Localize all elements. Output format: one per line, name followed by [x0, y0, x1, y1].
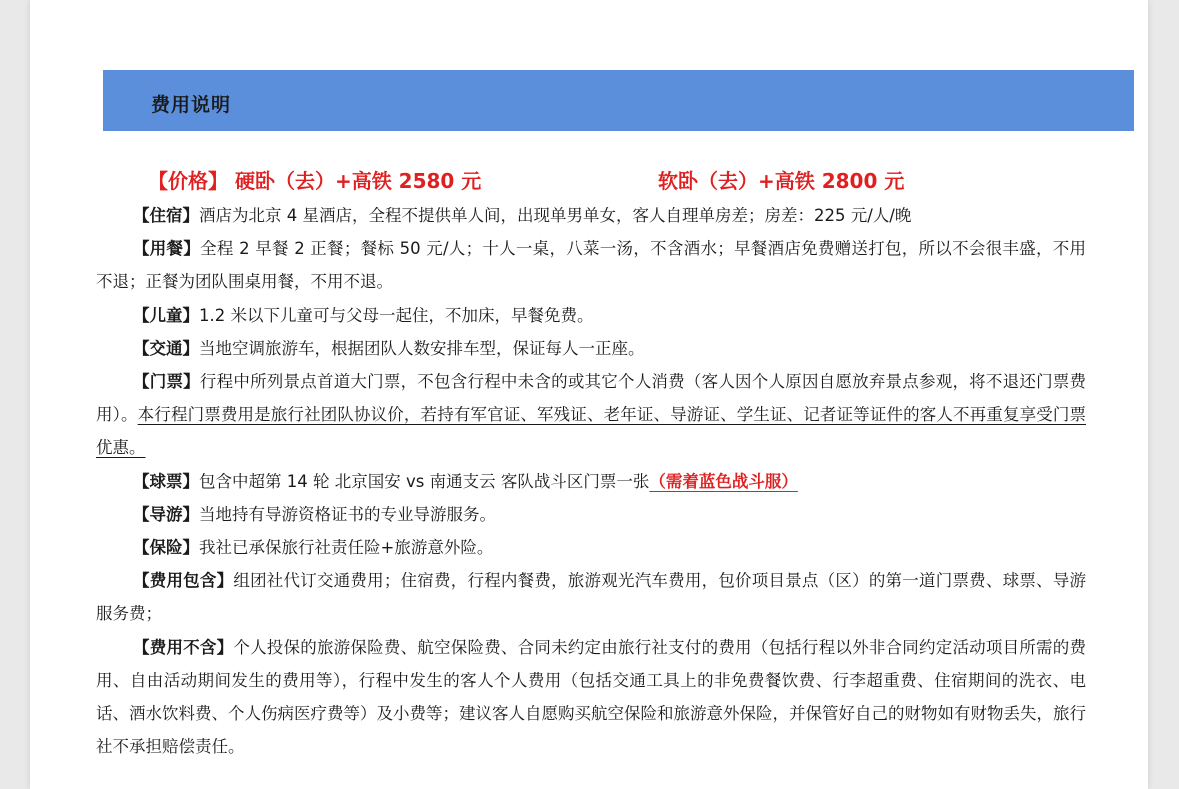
item-tag: 【保险】 — [133, 538, 199, 558]
section-title: 费用说明 — [151, 94, 232, 116]
item-tag: 【用餐】 — [133, 239, 201, 259]
item-tag: 【门票】 — [133, 372, 200, 392]
price-hard-sleeper: 【价格】 硬卧（去）+高铁 2580 元 — [148, 169, 482, 193]
item-ticket — [96, 365, 1086, 465]
item-child — [96, 299, 1086, 332]
item-meal — [96, 232, 1086, 298]
item-tag: 【儿童】 — [133, 305, 199, 325]
item-guide — [96, 498, 1086, 531]
item-text: 酒店为北京 4 星酒店，全程不提供单人间，出现单男单女，客人自理单房差；房差：225 元/人/晚 — [199, 206, 912, 225]
price-line — [148, 165, 905, 194]
section-banner — [103, 70, 1134, 131]
item-excluded — [96, 631, 1086, 764]
item-text: 当地持有导游资格证书的专业导游服务。 — [199, 504, 496, 524]
item-text: 个人投保的旅游保险费、航空保险费、合同未约定由旅行社支付的费用（包括行程以外非合同约定活动项目所需的费用、自由活动期间发生的费用等），行程中发生的客人个人费用（包括交通工具上的非免费餐饮费、行李超重费、住宿期间的洗衣、电话、酒水饮料费、个人伤病医疗费等）及小费等；建议客人自愿购买航空保险和旅游意外保险，并保管好自己的财物如有财物丢失，旅行社不承担赔偿责任。 — [96, 637, 1087, 757]
item-tag: 【费用不含】 — [133, 637, 234, 657]
item-tag: 【交通】 — [133, 338, 199, 358]
item-tag: 【住宿】 — [133, 206, 199, 225]
item-text: 全程 2 早餐 2 正餐；餐标 50 元/人；十人一桌，八菜一汤，不含酒水；早餐酒店免费赠送打包，所以不会很丰盛，不用不退；正餐为团队围桌用餐，不用不退。 — [96, 239, 1086, 292]
item-included — [96, 564, 1086, 630]
item-tag: 【球票】 — [133, 471, 199, 491]
item-text: 包含中超第 14 轮 北京国安 vs 南通支云 客队战斗区门票一张 — [199, 471, 650, 491]
ticket-discount-note: 本行程门票费用是旅行社团队协议价，若持有军官证、军残证、老年证、导游证、学生证、记者证等证件的客人不再重复享受门票优惠。 — [96, 405, 1087, 458]
item-ball-ticket — [96, 465, 1086, 498]
item-text: 当地空调旅游车，根据团队人数安排车型，保证每人一正座。 — [199, 338, 645, 358]
item-tag: 【费用包含】 — [133, 571, 234, 591]
price-soft-sleeper: 软卧（去）+高铁 2800 元 — [658, 169, 905, 193]
item-text: 行程中所列景点首道大门票，不包含行程中未含的或其它个人消费（客人因个人原因自愿放弃景点参观，将不退还门票费用）。 — [96, 372, 1087, 425]
fee-details — [96, 199, 1086, 763]
item-tag: 【导游】 — [133, 504, 199, 524]
document-page — [30, 0, 1148, 789]
item-text: 组团社代订交通费用；住宿费，行程内餐费，旅游观光汽车费用，包价项目景点（区）的第一道门票费、球票、导游服务费； — [96, 571, 1087, 624]
item-traffic — [96, 332, 1086, 365]
item-insurance — [96, 531, 1086, 564]
item-text: 1.2 米以下儿童可与父母一起住，不加床，早餐免费。 — [199, 305, 594, 325]
dress-code-note: （需着蓝色战斗服） — [649, 471, 798, 491]
item-hotel — [96, 199, 1086, 232]
item-text: 我社已承保旅行社责任险+旅游意外险。 — [199, 538, 494, 558]
